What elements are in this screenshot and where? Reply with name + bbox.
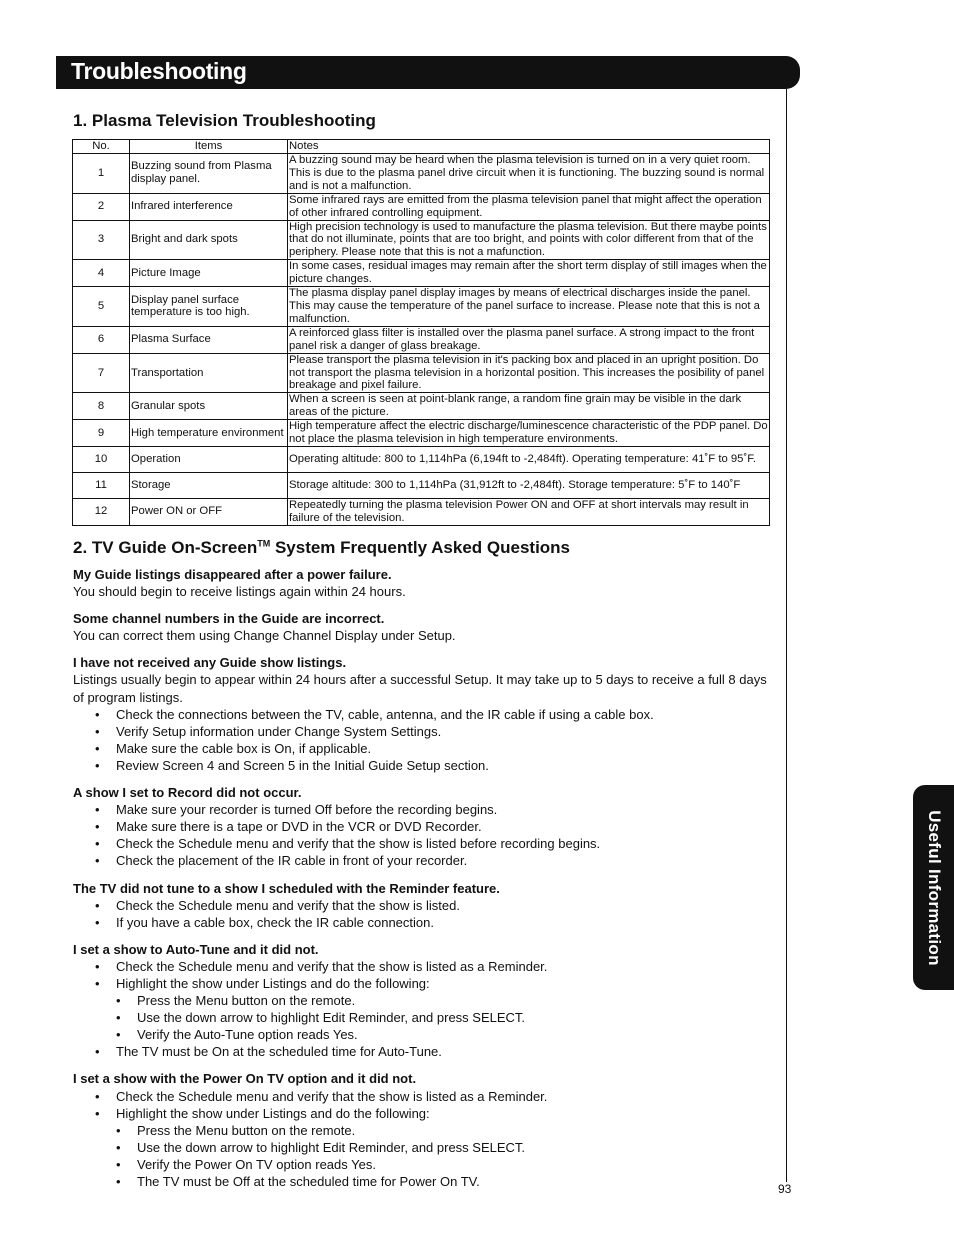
cell-item: Buzzing sound from Plasma display panel. — [130, 154, 288, 194]
faq-answer: Listings usually begin to appear within 24 hours after a successful Setup. It may take up to 5 days to receive a full 8 days of program listings. — [73, 672, 767, 705]
faq-answer: You can correct them using Change Channel Display under Setup. — [73, 628, 456, 644]
table-row — [73, 393, 770, 420]
faq-bullet-list — [73, 801, 773, 869]
cell-item: Transportation — [130, 353, 288, 393]
cell-notes: Repeatedly turning the plasma television Power ON and OFF at short intervals may result in failure of the television. — [288, 498, 770, 525]
faq-answer: You should begin to receive listings again within 24 hours. — [73, 584, 406, 600]
table-header-row — [73, 140, 770, 154]
faq-question: I have not received any Guide show listings. — [73, 655, 347, 671]
section1-heading: 1. Plasma Television Troubleshooting — [73, 111, 376, 130]
faq-bullet: • Check the placement of the IR cable in front of your recorder. — [73, 852, 773, 869]
cell-no: 11 — [73, 472, 130, 498]
section-tab-label: Useful Information — [924, 809, 944, 966]
section2-heading — [73, 538, 570, 558]
table-row — [73, 472, 770, 498]
page-title: Troubleshooting — [71, 58, 247, 84]
faq-list — [73, 566, 773, 1190]
cell-notes: A buzzing sound may be heard when the plasma television is turned on in a very quiet room. This is due to the plasma panel drive circuit when it is functioning. The buzzing sound is normal and is not a malfunction. — [288, 154, 770, 194]
table-row — [73, 446, 770, 472]
title-banner — [56, 56, 800, 89]
table-row — [73, 193, 770, 220]
table-row — [73, 326, 770, 353]
table-row — [73, 498, 770, 525]
cell-no: 9 — [73, 420, 130, 447]
cell-notes: Operating altitude: 800 to 1,114hPa (6,194ft to -2,484ft). Operating temperature: 41˚F to 95˚F. — [288, 446, 770, 472]
cell-no: 4 — [73, 260, 130, 287]
faq-bullet: • Verify Setup information under Change System Settings. — [73, 723, 773, 740]
cell-notes: Some infrared rays are emitted from the plasma television panel that might affect the operation of other infrared controlling equipment. — [288, 193, 770, 220]
faq-bullet: • The TV must be On at the scheduled time for Auto-Tune. — [73, 1043, 773, 1060]
table-row — [73, 353, 770, 393]
cell-no: 8 — [73, 393, 130, 420]
faq-question: The TV did not tune to a show I scheduled with the Reminder feature. — [73, 880, 500, 896]
faq-bullet-list — [73, 1088, 773, 1191]
faq-sub-bullet: • Press the Menu button on the remote. — [73, 992, 773, 1009]
cell-item: Operation — [130, 446, 288, 472]
faq-question: I set a show with the Power On TV option and it did not. — [73, 1071, 417, 1087]
faq-bullet: • Highlight the show under Listings and do the following: — [73, 1105, 773, 1122]
faq-question: A show I set to Record did not occur. — [73, 785, 302, 801]
cell-no: 3 — [73, 220, 130, 260]
faq-bullet: • Highlight the show under Listings and do the following: — [73, 975, 773, 992]
faq-sub-bullet: • The TV must be Off at the scheduled time for Power On TV. — [73, 1173, 773, 1190]
cell-item: Plasma Surface — [130, 326, 288, 353]
cell-notes: When a screen is seen at point-blank range, a random fine grain may be visible in the dark areas of the picture. — [288, 393, 770, 420]
faq-sub-bullet: • Press the Menu button on the remote. — [73, 1122, 773, 1139]
cell-notes: In some cases, residual images may remain after the short term display of still images when the picture changes. — [288, 260, 770, 287]
header-notes: Notes — [288, 140, 770, 154]
cell-item: Granular spots — [130, 393, 288, 420]
section2-heading-rest: System Frequently Asked Questions — [270, 538, 571, 557]
faq-bullet: • Check the connections between the TV, cable, antenna, and the IR cable if using a cable box. — [73, 706, 773, 723]
faq-bullet: • Check the Schedule menu and verify that the show is listed before recording begins. — [73, 835, 773, 852]
cell-item: Picture Image — [130, 260, 288, 287]
table-row — [73, 154, 770, 194]
faq-sub-bullet: • Verify the Power On TV option reads Yes. — [73, 1156, 773, 1173]
cell-notes: High precision technology is used to manufacture the plasma television. But there maybe points that do not illuminate, points that are too bright, and points with color different from that of the periphery. Please note that this is not a mafunction. — [288, 220, 770, 260]
section2-heading-text: 2. TV Guide On-Screen — [73, 538, 258, 557]
section-tab — [913, 785, 954, 990]
faq-bullet: • Make sure your recorder is turned Off before the recording begins. — [73, 801, 773, 818]
cell-notes: The plasma display panel display images by means of electrical discharges inside the panel. This may cause the temperature of the panel surface to increase. Please note that this is not a malfunction. — [288, 287, 770, 327]
faq-bullet: • Check the Schedule menu and verify that the show is listed as a Reminder. — [73, 958, 773, 975]
faq-question: I set a show to Auto-Tune and it did not. — [73, 941, 319, 957]
faq-bullet: • Check the Schedule menu and verify that the show is listed. — [73, 897, 773, 914]
cell-notes: Please transport the plasma television in it's packing box and placed in an upright position. Do not transport the plasma television in a horizontal position. This increases the posibility of panel breakage and pixel failure. — [288, 353, 770, 393]
cell-notes: Storage altitude: 300 to 1,114hPa (31,912ft to -2,484ft). Storage temperature: 5˚F to 140˚F — [288, 472, 770, 498]
faq-question: My Guide listings disappeared after a power failure. — [73, 567, 392, 582]
table-row — [73, 260, 770, 287]
table-row — [73, 420, 770, 447]
cell-item: Display panel surface temperature is too high. — [130, 287, 288, 327]
troubleshooting-table — [72, 139, 770, 526]
faq-bullet-list — [73, 897, 773, 931]
faq-bullet: • Review Screen 4 and Screen 5 in the Initial Guide Setup section. — [73, 757, 773, 774]
faq-bullet: • Make sure the cable box is On, if applicable. — [73, 740, 773, 757]
page-number: 93 — [778, 1182, 792, 1196]
faq-question: Some channel numbers in the Guide are incorrect. — [73, 611, 385, 627]
cell-no: 5 — [73, 287, 130, 327]
margin-rule — [786, 89, 787, 1182]
faq-sub-bullet: • Use the down arrow to highlight Edit Reminder, and press SELECT. — [73, 1009, 773, 1026]
cell-no: 7 — [73, 353, 130, 393]
faq-bullet-list — [73, 958, 773, 1061]
cell-no: 2 — [73, 193, 130, 220]
header-items: Items — [130, 140, 288, 154]
cell-item: Power ON or OFF — [130, 498, 288, 525]
cell-notes: A reinforced glass filter is installed over the plasma panel surface. A strong impact to the front panel risk a danger of glass breakage. — [288, 326, 770, 353]
faq-sub-bullet: • Use the down arrow to highlight Edit Reminder, and press SELECT. — [73, 1139, 773, 1156]
faq-bullet: • Make sure there is a tape or DVD in the VCR or DVD Recorder. — [73, 818, 773, 835]
cell-no: 1 — [73, 154, 130, 194]
cell-item: High temperature environment — [130, 420, 288, 447]
faq-bullet: • Check the Schedule menu and verify that the show is listed as a Reminder. — [73, 1088, 773, 1105]
cell-notes: High temperature affect the electric discharge/luminescence characteristic of the PDP panel. Do not place the plasma television in high temperature environments. — [289, 420, 768, 446]
faq-bullet: • If you have a cable box, check the IR cable connection. — [73, 914, 773, 931]
cell-no: 12 — [73, 498, 130, 525]
cell-item: Storage — [130, 472, 288, 498]
cell-no: 10 — [73, 446, 130, 472]
cell-no: 6 — [73, 326, 130, 353]
table-row — [73, 287, 770, 327]
faq-bullet-list — [73, 706, 773, 774]
faq-sub-bullet: • Verify the Auto-Tune option reads Yes. — [73, 1026, 773, 1043]
trademark-mark: TM — [257, 538, 271, 549]
table-body — [73, 154, 770, 526]
cell-item: Infrared interference — [130, 193, 288, 220]
table-row — [73, 220, 770, 260]
cell-item: Bright and dark spots — [130, 220, 288, 260]
header-no: No. — [73, 140, 130, 154]
